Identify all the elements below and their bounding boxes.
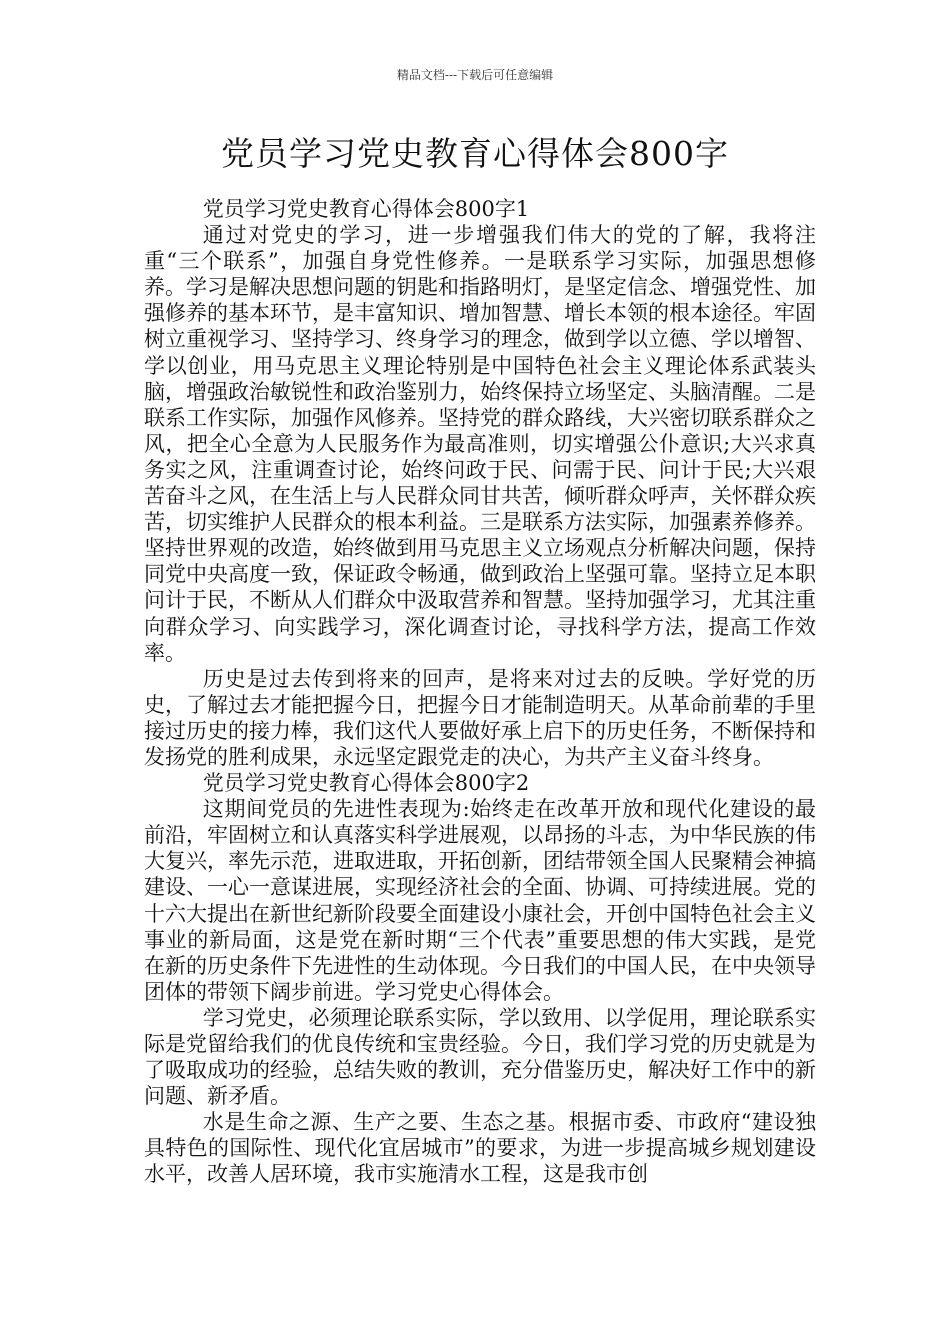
document-title: 党员学习党史教育心得体会800字 [221, 134, 729, 173]
body-paragraph: 学习党史，必须理论联系实际，学以致用、以学促用，理论联系实际是党留给我们的优良传统和宝贵经验。今日，我们学习党的历史就是为了吸取成功的经验，总结失败的教训，充分借鉴历史，解决好工作中的新问题、新矛盾。 [144, 1005, 816, 1109]
header-note: 精品文档---下载后可任意编辑 [396, 68, 554, 82]
body-paragraph: 水是生命之源、生产之要、生态之基。根据市委、市政府“建设独具特色的国际性、现代化宜居城市”的要求，为进一步提高城乡规划建设水平，改善人居环境，我市实施清水工程，这是我市创 [144, 1110, 816, 1187]
section-heading-1: 党员学习党史教育心得体会800字1 [202, 197, 530, 221]
body-paragraph: 这期间党员的先进性表现为:始终走在改革开放和现代化建设的最前沿，牢固树立和认真落实科学进展观，以昂扬的斗志，为中华民族的伟大复兴，率先示范，进取进取，开拓创新，团结带领全国人民聚精会神搞建设、一心一意谋进展，实现经济社会的全面、协调、可持续进展。党的十六大提出在新世纪新阶段要全面建设小康社会，开创中国特色社会主义事业的新局面，这是党在新时期“三个代表”重要思想的伟大实践，是党在新的历史条件下先进性的生动体现。今日我们的中国人民，在中央领导团体的带领下阔步前进。学习党史心得体会。 [144, 797, 816, 1004]
body-paragraph: 历史是过去传到将来的回声，是将来对过去的反映。学好党的历史，了解过去才能把握今日，把握今日才能制造明天。从革命前辈的手里接过历史的接力棒，我们这代人要做好承上启下的历史任务，不断保持和发扬党的胜利成果，永远坚定跟党走的决心，为共产主义奋斗终身。 [144, 666, 816, 769]
body-paragraph: 通过对党史的学习，进一步增强我们伟大的党的了解，我将注重“三个联系”，加强自身党性修养。一是联系学习实际，加强思想修养。学习是解决思想问题的钥匙和指路明灯，是坚定信念、增强党性、加强修养的基本环节，是丰富知识、增加智慧、增长本领的根本途径。牢固树立重视学习、坚持学习、终身学习的理念，做到学以立德、学以增智、学以创业，用马克思主义理论特别是中国特色社会主义理论体系武装头脑，增强政治敏锐性和政治鉴别力，始终保持立场坚定、头脑清醒。二是联系工作实际，加强作风修养。坚持党的群众路线，大兴密切联系群众之风，把全心全意为人民服务作为最高准则，切实增强公仆意识;大兴求真务实之风，注重调查讨论，始终问政于民、问需于民、问计于民;大兴艰苦奋斗之风，在生活上与人民群众同甘共苦，倾听群众呼声，关怀群众疾苦，切实维护人民群众的根本利益。三是联系方法实际，加强素养修养。坚持世界观的改造，始终做到用马克思主义立场观点分析解决问题，保持同党中央高度一致，保证政令畅通，做到政治上坚强可靠。坚持立足本职问计于民，不断从人们群众中汲取营养和智慧。坚持加强学习，尤其注重向群众学习、向实践学习，深化调查讨论，寻找科学方法，提高工作效率。 [144, 223, 816, 665]
section-heading-2: 党员学习党史教育心得体会800字2 [202, 771, 530, 796]
document-body [144, 196, 816, 1188]
